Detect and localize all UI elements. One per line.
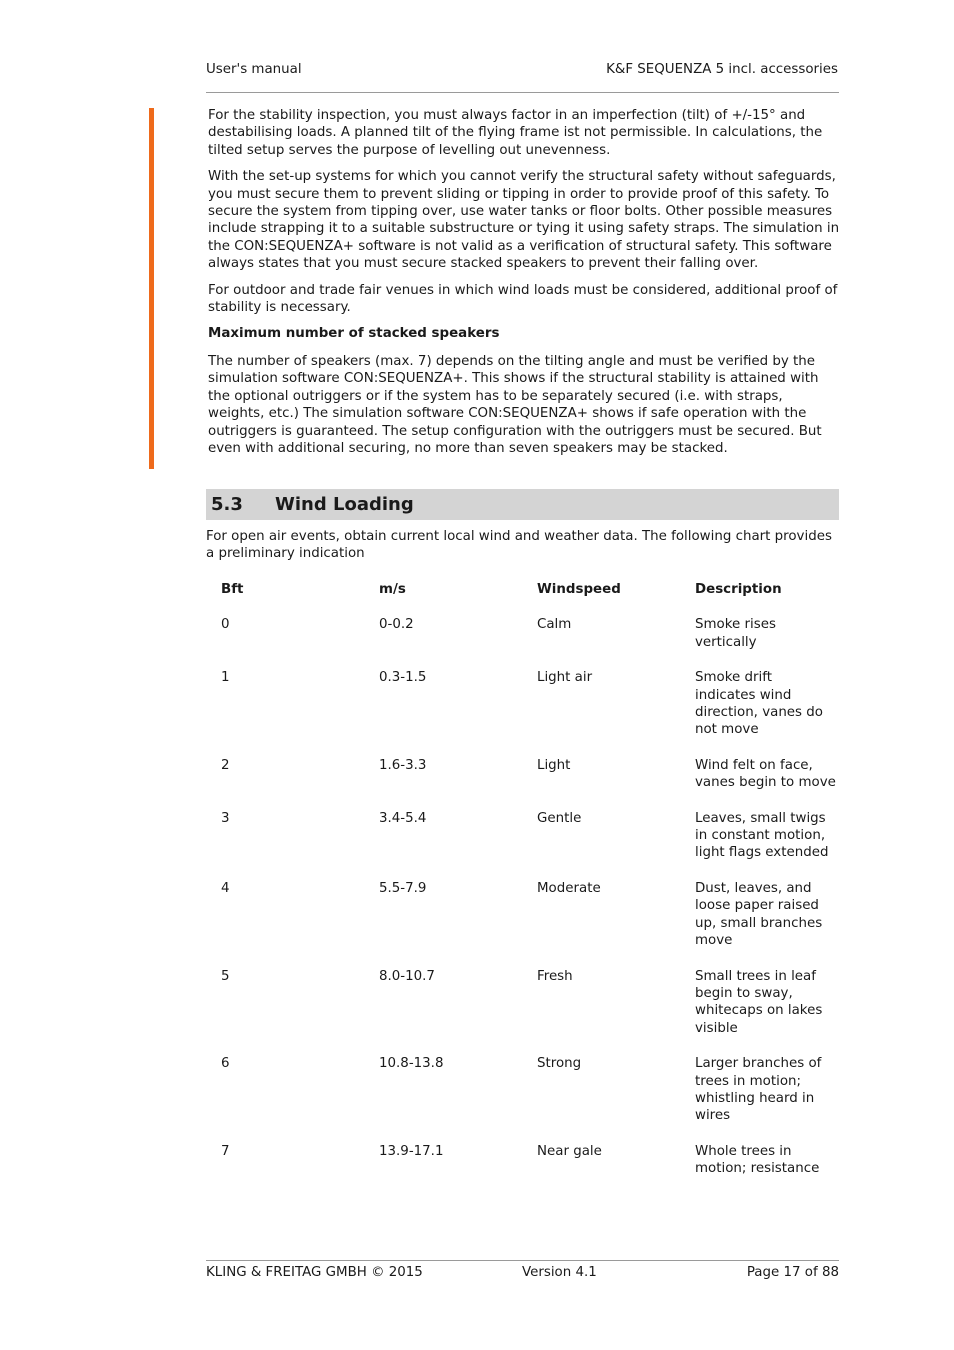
header-divider (206, 92, 839, 93)
column-header-description: Description (695, 582, 782, 597)
column-header-bft: Bft (221, 582, 244, 597)
cell-windspeed: Strong (537, 1056, 582, 1072)
cell-description: Dust, leaves, and loose paper raised up, small branches move (695, 880, 823, 949)
footer-company: KLING & FREITAG GMBH © 2015 (206, 1265, 423, 1280)
page-footer (206, 1264, 839, 1284)
cell-ms: 13.9-17.1 (379, 1143, 444, 1159)
cell-description: Smoke rises vertically (695, 617, 776, 650)
warning-paragraph-2: With the set-up systems for which you cannot verify the structural safety without safeguards, you must secure them to prevent sliding or tipping in order to provide proof of this safety. To secure the system from tipping over, use water tanks or floor bolts. Other possible measures include strapping it to a suitable substructure or tying it using safety straps. The simulation in the CON:SEQUENZA+ software is not valid as a verification of structural safety. This software always states that you must secure stacked speakers to prevent their falling over. (208, 169, 840, 272)
cell-bft: 6 (221, 1056, 230, 1072)
table-row (212, 872, 836, 960)
cell-windspeed: Calm (537, 617, 572, 633)
cell-ms: 0-0.2 (379, 617, 414, 633)
table-row (212, 1047, 836, 1135)
cell-ms: 10.8-13.8 (379, 1056, 444, 1072)
table-row (212, 608, 836, 661)
table-row (212, 661, 836, 749)
cell-windspeed: Fresh (537, 968, 573, 984)
cell-bft: 2 (221, 757, 230, 773)
cell-windspeed: Moderate (537, 880, 601, 896)
footer-page-number: Page 17 of 88 (746, 1265, 839, 1280)
wind-table (212, 573, 836, 1188)
footer-version: Version 4.1 (522, 1265, 597, 1280)
cell-description: Wind felt on face, vanes begin to move (695, 757, 836, 791)
cell-bft: 7 (221, 1143, 230, 1159)
table-row (212, 749, 836, 802)
cell-description: Whole trees in motion; resistance (695, 1143, 820, 1177)
header-right-text: K&F SEQUENZA 5 incl. accessories (606, 62, 838, 77)
warning-paragraph-3: For outdoor and trade fair venues in which wind loads must be considered, additional proof of stability is necessary. (208, 282, 838, 316)
cell-ms: 0.3-1.5 (379, 670, 427, 686)
column-header-windspeed: Windspeed (537, 582, 621, 597)
header-left-text: User's manual (206, 62, 302, 77)
table-row (212, 960, 836, 1048)
cell-bft: 1 (221, 670, 230, 686)
section-number: 5.3 (211, 494, 243, 515)
cell-windspeed: Light air (537, 670, 593, 686)
cell-description: Small trees in leaf begin to sway, whitecaps on lakes visible (695, 968, 823, 1036)
cell-ms: 8.0-10.7 (379, 968, 435, 984)
page-header (206, 61, 838, 81)
cell-bft: 4 (221, 880, 230, 896)
cell-ms: 5.5-7.9 (379, 880, 427, 896)
cell-description: Larger branches of trees in motion; whistling heard in wires (695, 1056, 822, 1124)
cell-bft: 0 (221, 617, 230, 633)
warning-paragraph-1: For the stability inspection, you must always factor in an imperfection (tilt) of +/-15° and destabilising loads. A planned tilt of the flying frame ist not permissible. In calculations, the tilted setup serves the purpose of levelling out unevenness. (208, 108, 823, 158)
intro-paragraph: For open air events, obtain current local wind and weather data. The following chart provides a preliminary indication (206, 529, 832, 562)
table-row (212, 802, 836, 872)
warning-accent-bar (149, 108, 154, 469)
cell-windspeed: Gentle (537, 810, 582, 826)
cell-ms: 1.6-3.3 (379, 757, 427, 773)
section-title: Wind Loading (275, 494, 414, 515)
column-header-ms: m/s (379, 582, 406, 597)
cell-description: Leaves, small twigs in constant motion, light flags extended (695, 810, 829, 861)
table-row (212, 1135, 836, 1188)
cell-windspeed: Light (537, 757, 571, 773)
cell-description: Smoke drift indicates wind direction, vanes do not move (695, 670, 823, 738)
warning-subheading: Maximum number of stacked speakers (208, 326, 500, 342)
warning-paragraph-4: The number of speakers (max. 7) depends on the tilting angle and must be verified by the simulation software CON:SEQUENZA+. This shows if the structural stability is attained with the optional outriggers or if the system has to be separately secured (i.e. with straps, weights, etc.) The simulation software CON:SEQUENZA+ shows if safe operation with the outriggers is guaranteed. The setup configuration with the outriggers must be secured. But even with additional securing, no more than seven speakers may be stacked. (208, 353, 822, 456)
section-heading (206, 489, 839, 520)
table-header-row (212, 573, 836, 608)
footer-divider (206, 1260, 839, 1261)
cell-ms: 3.4-5.4 (379, 810, 427, 826)
cell-bft: 5 (221, 968, 230, 984)
cell-windspeed: Near gale (537, 1143, 602, 1159)
cell-bft: 3 (221, 810, 230, 826)
warning-block (208, 107, 840, 466)
